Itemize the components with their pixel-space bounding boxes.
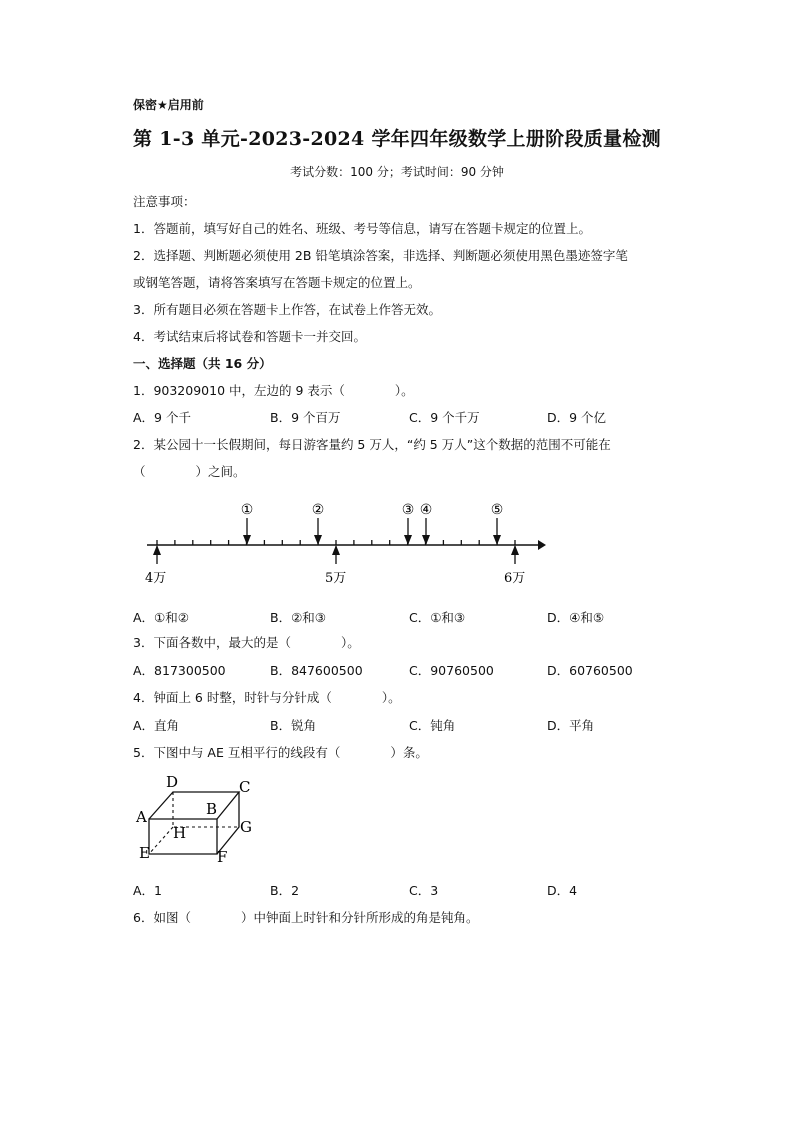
vertex-label: G [240, 818, 252, 836]
notice-item: 2．选择题、判断题必须使用 2B 铅笔填涂答案，非选择、判断题必须使用黑色墨迹签字笔 [133, 248, 628, 263]
marker-label: ② [311, 502, 325, 518]
option-c: C．3 [409, 883, 439, 898]
number-line-figure [140, 498, 550, 590]
option-a: A．直角 [133, 718, 180, 733]
marker-label: ⑤ [490, 502, 504, 518]
vertex-label: C [239, 778, 251, 796]
option-c: C．①和③ [409, 610, 466, 625]
option-a: A．①和② [133, 610, 189, 625]
vertex-label: A [136, 808, 147, 826]
option-a: A．817300500 [133, 663, 226, 678]
vertex-label: E [139, 844, 150, 862]
marker-label: ① [240, 502, 254, 518]
option-c: C．90760500 [409, 663, 494, 678]
exam-info: 考试分数：100 分；考试时间：90 分钟 [290, 165, 504, 179]
option-d: D．④和⑤ [547, 610, 605, 625]
option-d: D．4 [547, 883, 578, 898]
notice-item: 或钢笔答题，请将答案填写在答题卡规定的位置上。 [133, 275, 421, 290]
page-title: 第 1-3 单元-2023-2024 学年四年级数学上册阶段质量检测 [133, 128, 661, 150]
notice-item: 3．所有题目必须在答题卡上作答，在试卷上作答无效。 [133, 302, 441, 317]
question-stem: 5．下图中与 AE 互相平行的线段有（ ）条。 [133, 745, 428, 760]
marker-label: ③ [401, 502, 415, 518]
option-d: D．平角 [547, 718, 595, 733]
notice-heading: 注意事项： [133, 194, 196, 209]
question-stem: 6．如图（ ）中钟面上时针和分针所形成的角是钝角。 [133, 910, 479, 925]
option-b: B．2 [270, 883, 300, 898]
section-heading: 一、选择题（共 16 分） [133, 356, 272, 371]
option-b: B．847600500 [270, 663, 363, 678]
question-stem-continued: （ ）之间。 [133, 464, 246, 479]
tick-label: 6万 [504, 571, 526, 586]
number-line-arrow [538, 540, 546, 550]
tick-label: 5万 [325, 571, 347, 586]
vertex-label: B [206, 800, 218, 818]
question-stem: 2．某公园十一长假期间，每日游客量约 5 万人，“约 5 万人”这个数据的范围不可能在 [133, 437, 611, 452]
question-stem: 1．903209010 中，左边的 9 表示（ ）。 [133, 383, 414, 398]
vertex-label: D [166, 773, 179, 791]
option-a: A．9 个千 [133, 410, 191, 425]
vertex-label: H [173, 824, 187, 842]
marker-label: ④ [419, 502, 433, 518]
option-d: D．9 个亿 [547, 410, 607, 425]
secret-label: 保密★启用前 [133, 98, 204, 112]
cuboid-figure [133, 770, 263, 865]
notice-item: 4．考试结束后将试卷和答题卡一并交回。 [133, 329, 366, 344]
question-stem: 4．钟面上 6 时整，时针与分针成（ ）。 [133, 690, 401, 705]
cuboid-hidden-edge [149, 827, 173, 854]
notice-item: 1．答题前，填写好自己的姓名、班级、考号等信息，请写在答题卡规定的位置上。 [133, 221, 591, 236]
option-c: C．9 个千万 [409, 410, 480, 425]
option-c: C．钝角 [409, 718, 456, 733]
vertex-label: F [217, 848, 228, 865]
tick-label: 4万 [145, 571, 167, 586]
option-a: A．1 [133, 883, 163, 898]
option-b: B．②和③ [270, 610, 326, 625]
option-b: B．9 个百万 [270, 410, 341, 425]
cuboid-right-face [217, 792, 239, 854]
option-d: D．60760500 [547, 663, 633, 678]
question-stem: 3．下面各数中，最大的是（ ）。 [133, 635, 360, 650]
cuboid-top-face [149, 792, 239, 819]
option-b: B．锐角 [270, 718, 317, 733]
number-line-ticks [157, 540, 515, 545]
